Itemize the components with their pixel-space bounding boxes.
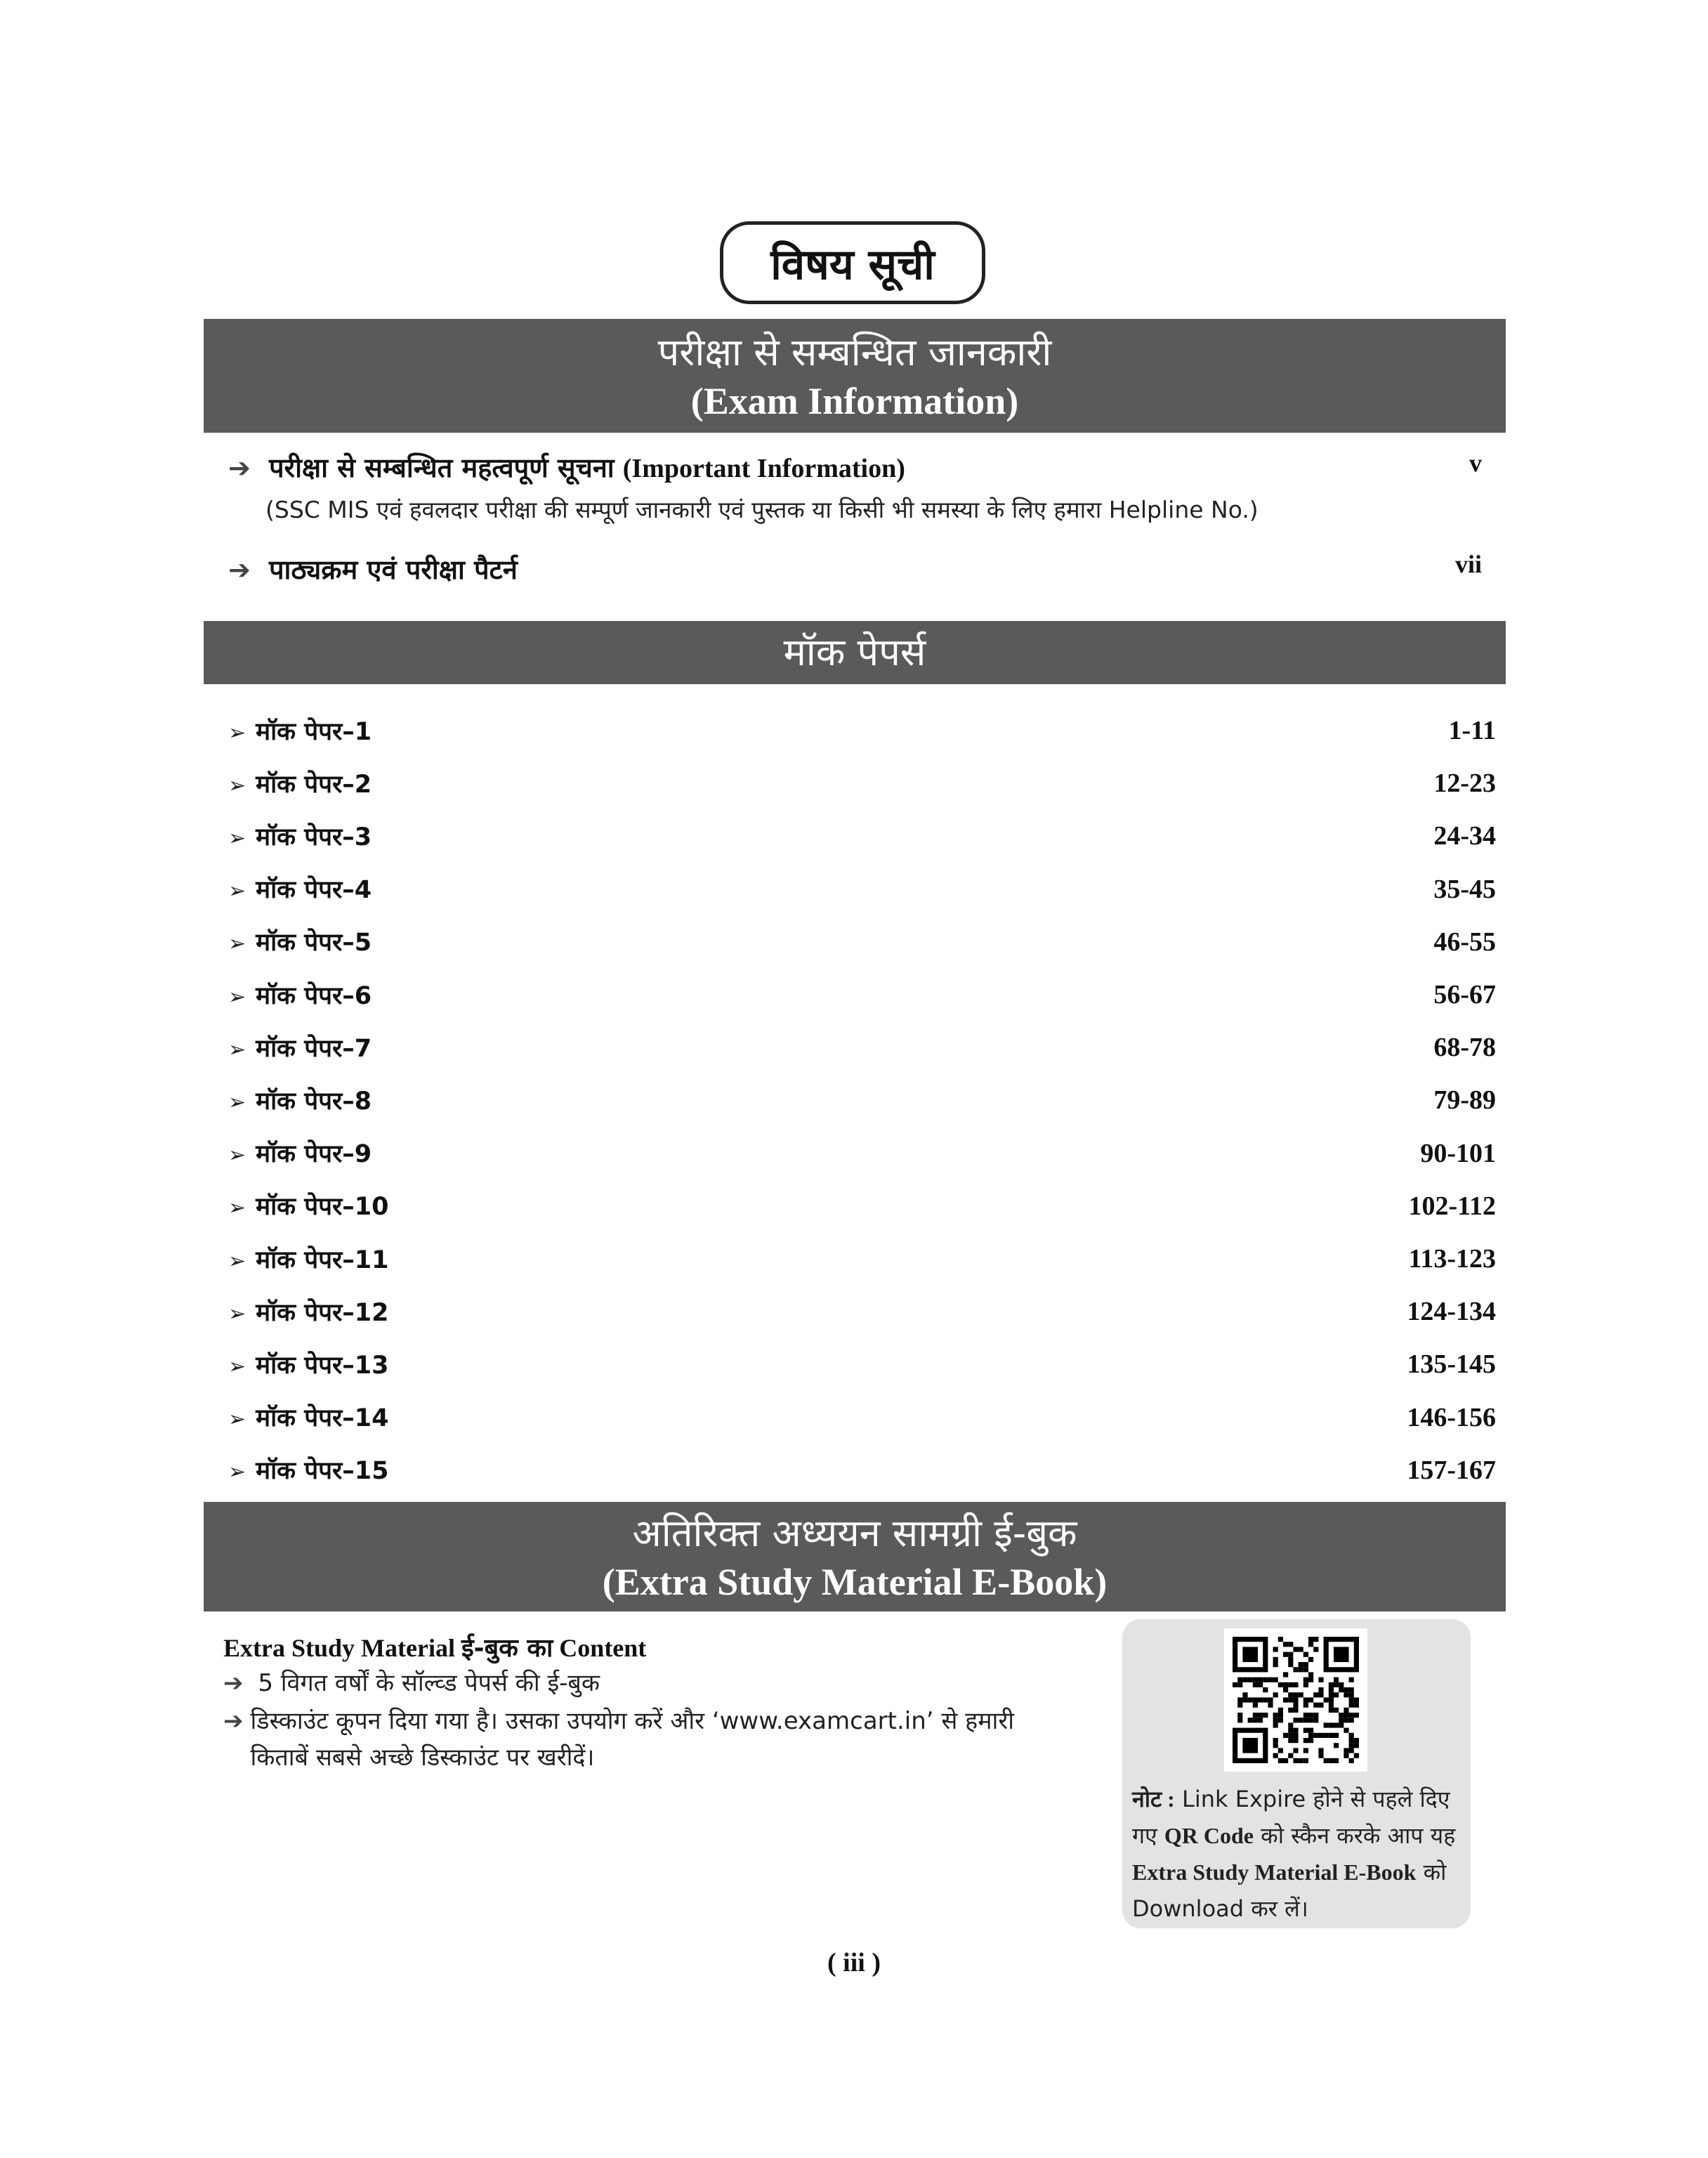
mock-paper-label: मॉक पेपर–13 — [256, 1351, 389, 1380]
mock-paper-pages: 12-23 — [1433, 769, 1496, 799]
arrowhead-bullet-icon: ➢ — [228, 1196, 247, 1221]
mock-paper-pages: 90-101 — [1420, 1138, 1496, 1168]
mock-paper-row[interactable] — [228, 762, 1496, 804]
page-title: विषय सूची — [720, 221, 985, 304]
section-title-english: (Exam Information) — [690, 380, 1019, 422]
mock-paper-row[interactable] — [228, 1026, 1496, 1068]
mock-paper-label: मॉक पेपर–6 — [256, 981, 372, 1010]
mock-paper-row[interactable] — [228, 868, 1496, 910]
mock-paper-pages: 135-145 — [1407, 1349, 1496, 1380]
right-arrow-icon: ➔ — [228, 554, 251, 585]
qr-code-icon[interactable] — [1224, 1628, 1367, 1772]
mock-paper-label: मॉक पेपर–9 — [256, 1140, 372, 1169]
mock-paper-label: मॉक पेपर–1 — [256, 717, 372, 746]
mock-paper-label: मॉक पेपर–8 — [256, 1087, 372, 1116]
mock-paper-row[interactable] — [228, 1343, 1496, 1385]
arrowhead-bullet-icon: ➢ — [228, 1143, 247, 1168]
mock-paper-label: मॉक पेपर–11 — [256, 1245, 389, 1274]
qr-note-text: नोट : Link Expire होने से पहले दिए गए QR Code को स्कैन करके आप यह Extra Study Material E-Book को Download कर लें। — [1132, 1786, 1456, 1922]
mock-paper-label: मॉक पेपर–2 — [256, 770, 372, 799]
right-arrow-icon: ➔ — [223, 1707, 244, 1735]
mock-paper-row[interactable] — [228, 1238, 1496, 1280]
mock-paper-pages: 1-11 — [1448, 716, 1496, 745]
toc-item-note: (SSC MIS एवं हवलदार परीक्षा की सम्पूर्ण जानकारी एवं पुस्तक या किसी भी समस्या के लिए हमारा Helpline No.) — [265, 496, 1259, 523]
mock-paper-row[interactable] — [228, 1079, 1496, 1121]
mock-paper-row[interactable] — [228, 1290, 1496, 1333]
section-band-exam-info — [204, 319, 1506, 433]
mock-paper-row[interactable] — [228, 709, 1496, 752]
toc-page-number: vii — [1455, 550, 1483, 578]
extra-item: ➔ 5 विगत वर्षों के सॉल्व्ड पेपर्स की ई-बुक — [223, 1669, 600, 1697]
mock-paper-row[interactable] — [228, 1449, 1496, 1491]
mock-paper-row[interactable] — [228, 974, 1496, 1016]
mock-paper-label: मॉक पेपर–15 — [256, 1457, 389, 1486]
extra-item: ➔ डिस्काउंट कूपन दिया गया है। उसका उपयोग करें और ‘www.examcart.in’ से हमारी किताबें सबसे अच्छे डिस्काउंट पर खरीदें। — [223, 1703, 1087, 1776]
arrowhead-bullet-icon: ➢ — [228, 1407, 247, 1432]
arrowhead-bullet-icon: ➢ — [228, 1090, 247, 1115]
section-title-english: (Extra Study Material E-Book) — [602, 1561, 1108, 1603]
arrowhead-bullet-icon: ➢ — [228, 879, 247, 904]
page-number-footer: ( iii ) — [827, 1948, 881, 1977]
arrowhead-bullet-icon: ➢ — [228, 1354, 247, 1379]
mock-paper-pages: 68-78 — [1433, 1033, 1496, 1063]
toc-item-syllabus[interactable]: ➔ पाठ्यक्रम एवं परीक्षा पैटर्न — [228, 554, 518, 585]
mock-paper-pages: 157-167 — [1407, 1455, 1496, 1485]
mock-paper-label: मॉक पेपर–7 — [256, 1034, 372, 1063]
arrowhead-bullet-icon: ➢ — [228, 931, 247, 957]
mock-paper-pages: 79-89 — [1433, 1085, 1496, 1116]
mock-paper-label: मॉक पेपर–5 — [256, 929, 372, 957]
mock-paper-row[interactable] — [228, 1132, 1496, 1175]
mock-paper-pages: 56-67 — [1433, 980, 1496, 1009]
mock-paper-label: मॉक पेपर–12 — [256, 1298, 389, 1327]
section-band-mock-papers — [204, 621, 1506, 684]
mock-paper-label: मॉक पेपर–3 — [256, 823, 372, 851]
section-title-hindi: मॉक पेपर्स — [783, 630, 926, 674]
mock-paper-row[interactable] — [228, 1397, 1496, 1439]
section-band-extra-material — [204, 1502, 1506, 1611]
arrowhead-bullet-icon: ➢ — [228, 1248, 247, 1274]
arrowhead-bullet-icon: ➢ — [228, 720, 247, 745]
toc-page-number: v — [1469, 449, 1482, 477]
mock-paper-pages: 124-134 — [1407, 1297, 1496, 1327]
mock-paper-label: मॉक पेपर–14 — [256, 1404, 389, 1433]
mock-paper-pages: 24-34 — [1433, 821, 1496, 851]
mock-paper-pages: 35-45 — [1433, 874, 1496, 904]
mock-paper-label: मॉक पेपर–4 — [256, 876, 372, 905]
mock-paper-row[interactable] — [228, 921, 1496, 963]
mock-paper-pages: 146-156 — [1407, 1402, 1496, 1432]
section-title-hindi: अतिरिक्त अध्ययन सामग्री ई-बुक — [632, 1511, 1077, 1555]
mock-paper-row[interactable] — [228, 815, 1496, 857]
mock-paper-pages: 113-123 — [1408, 1244, 1496, 1274]
arrowhead-bullet-icon: ➢ — [228, 1037, 247, 1062]
mock-paper-pages: 46-55 — [1433, 927, 1496, 957]
toc-item-important-info[interactable]: ➔ परीक्षा से सम्बन्धित महत्वपूर्ण सूचना (Important Information) — [228, 452, 905, 483]
mock-paper-label: मॉक पेपर–10 — [256, 1193, 389, 1222]
right-arrow-icon: ➔ — [228, 452, 251, 483]
arrowhead-bullet-icon: ➢ — [228, 825, 247, 851]
arrowhead-bullet-icon: ➢ — [228, 1460, 247, 1485]
arrowhead-bullet-icon: ➢ — [228, 773, 247, 798]
extra-content-title: Extra Study Material ई-बुक का Content — [223, 1634, 647, 1663]
right-arrow-icon: ➔ — [223, 1669, 244, 1697]
mock-paper-row[interactable] — [228, 1185, 1496, 1227]
section-title-hindi: परीक्षा से सम्बन्धित जानकारी — [657, 330, 1052, 374]
mock-paper-pages: 102-112 — [1408, 1191, 1496, 1221]
arrowhead-bullet-icon: ➢ — [228, 1301, 247, 1326]
arrowhead-bullet-icon: ➢ — [228, 984, 247, 1009]
